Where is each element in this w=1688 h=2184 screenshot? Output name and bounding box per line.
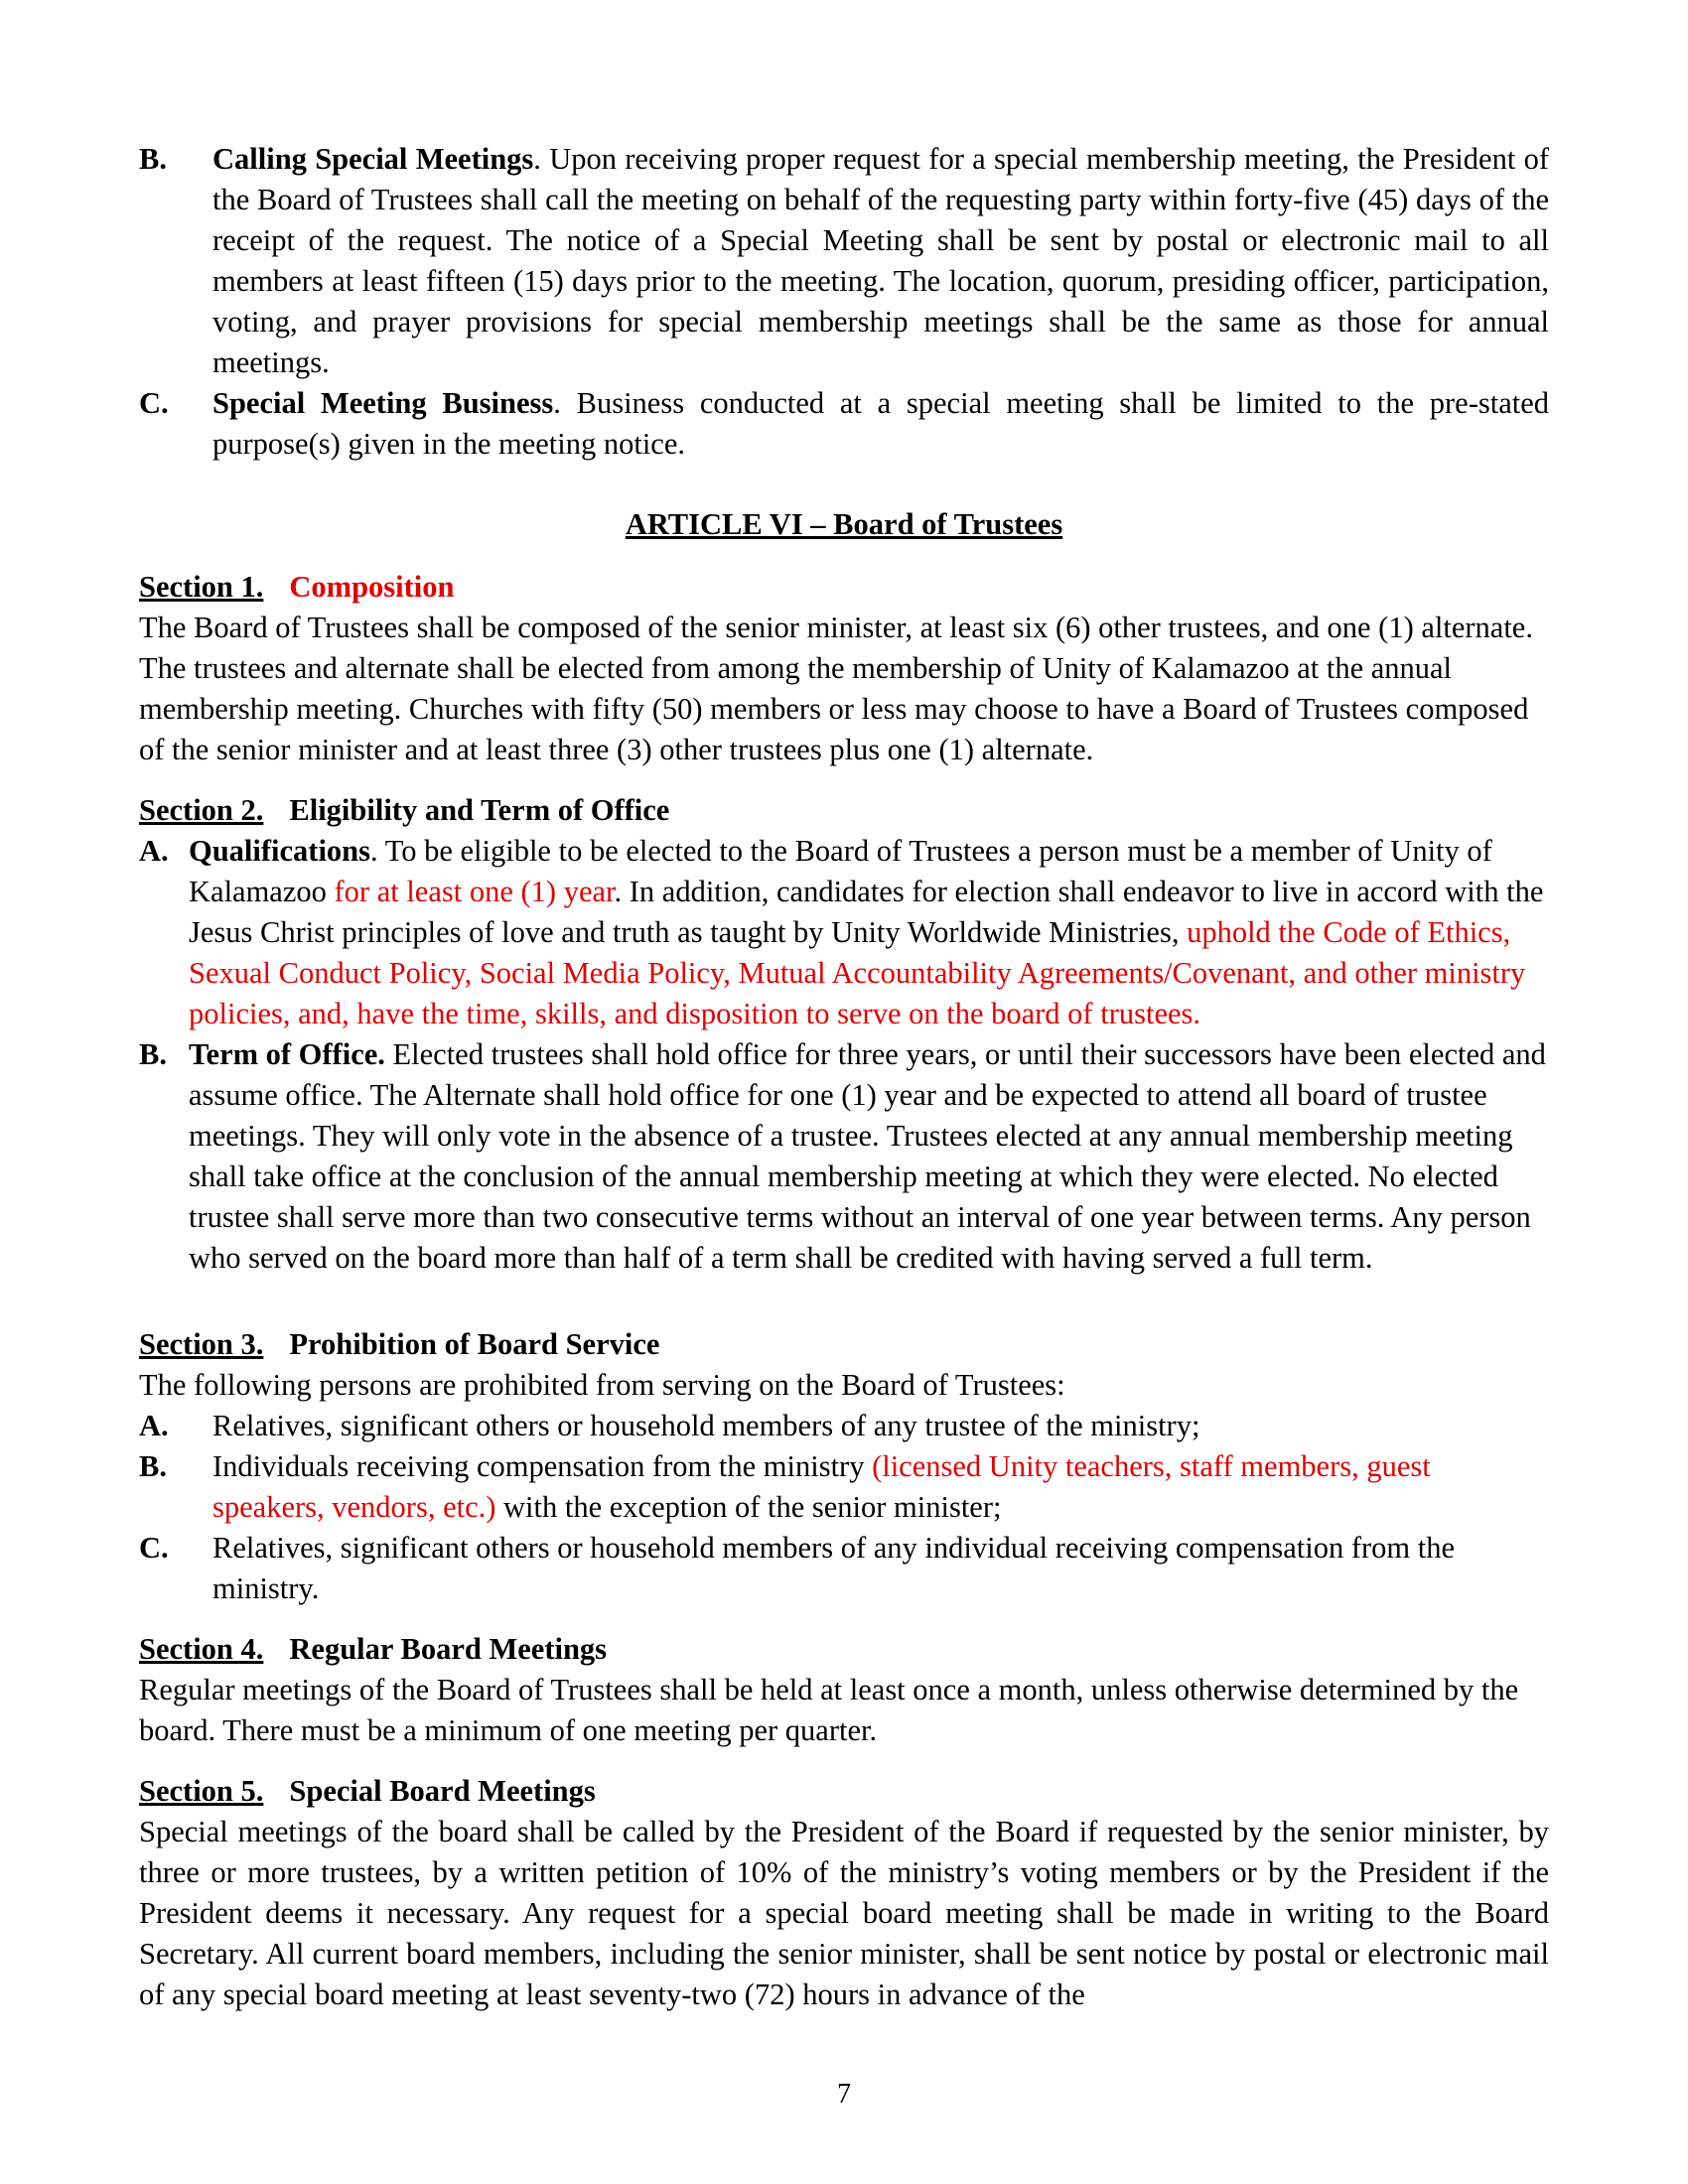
item-label: A.	[139, 1409, 169, 1442]
section-3-item-c	[139, 1528, 1549, 1609]
item-text-red: for at least one (1) year	[334, 875, 615, 908]
section-number: Section 1.	[139, 570, 264, 604]
section-4-heading	[139, 1629, 1549, 1670]
section-title: Special Board Meetings	[289, 1774, 596, 1808]
item-text: Relatives, significant others or household members of any trustee of the ministry;	[212, 1409, 1200, 1442]
section-1-heading	[139, 567, 1549, 608]
item-text: with the exception of the senior minister;	[495, 1490, 1002, 1524]
article5-item-c	[139, 383, 1549, 465]
section-5-heading	[139, 1771, 1549, 1812]
item-title: Term of Office.	[189, 1037, 385, 1071]
section-3-item-a	[139, 1406, 1549, 1446]
item-label: B.	[139, 142, 167, 176]
section-title: Eligibility and Term of Office	[289, 793, 670, 827]
section-1-body: The Board of Trustees shall be composed of the senior minister, at least six (6) other trustees, and one (1) alternate. The trustees and alternate shall be elected from among the membership of Unity of Kalamazoo at the annual membership meeting. Churches with fifty (50) members or less may choose to have a Board of Trustees composed of the senior minister and at least three (3) other trustees plus one (1) alternate.	[139, 611, 1533, 766]
section-3-item-b	[139, 1446, 1549, 1528]
item-label: C.	[139, 1531, 169, 1565]
section-title: Composition	[289, 570, 455, 604]
item-label: B.	[139, 1037, 167, 1071]
section-5-body: Special meetings of the board shall be called by the President of the Board if requested by the senior minister, by three or more trustees, by a written petition of 10% of the ministry’s voting members or by the President if the President deems it necessary. Any request for a special board meeting shall be made in writing to the Board Secretary. All current board members, including the senior minister, shall be sent notice by postal or electronic mail of any special board meeting at least seventy-two (72) hours in advance of the	[139, 1815, 1549, 2011]
item-text: . Upon receiving proper request for a special membership meeting, the President of the Board of Trustees shall call the meeting on behalf of the requesting party within forty-five (45) days of the receipt of the request. The notice of a Special Meeting shall be sent by postal or electronic mail to all members at least fifteen (15) days prior to the meeting. The location, quorum, presiding officer, participation, voting, and prayer provisions for special membership meetings shall be the same as those for annual meetings.	[212, 142, 1549, 379]
section-3-intro: The following persons are prohibited from serving on the Board of Trustees:	[139, 1368, 1065, 1402]
item-title: Special Meeting Business	[212, 386, 554, 420]
item-text: . In addition, candidates for election shall endeavor to live in accord with the Jesus Christ principles of love and truth as taught by Unity Worldwide Ministries,	[189, 875, 1544, 949]
document-page	[139, 139, 1549, 2015]
section-3-heading	[139, 1324, 1549, 1365]
item-title: Qualifications	[189, 834, 371, 868]
article-title: ARTICLE VI – Board of Trustees	[625, 507, 1063, 541]
item-text-red: (licensed Unity teachers, staff members, guest speakers, vendors, etc.)	[212, 1449, 1431, 1524]
item-text: Individuals receiving compensation from the ministry	[212, 1449, 873, 1483]
section-number: Section 2.	[139, 793, 264, 827]
section-title: Regular Board Meetings	[289, 1632, 608, 1666]
section-title: Prohibition of Board Service	[289, 1327, 660, 1361]
item-text: . To be eligible to be elected to the Board of Trustees a person must be a member of Unity of Kalamazoo	[189, 834, 1492, 908]
article5-item-b	[139, 139, 1549, 383]
item-label: B.	[139, 1449, 167, 1483]
section-2-item-b	[139, 1034, 1549, 1279]
item-title: Calling Special Meetings	[212, 142, 534, 176]
section-4-body: Regular meetings of the Board of Trustees shall be held at least once a month, unless otherwise determined by the board. There must be a minimum of one meeting per quarter.	[139, 1673, 1519, 1747]
item-label: C.	[139, 386, 169, 420]
item-text: Elected trustees shall hold office for three years, or until their successors have been elected and assume office. The Alternate shall hold office for one (1) year and be expected to attend all board of trustee meetings. They will only vote in the absence of a trustee. Trustees elected at any annual membership meeting shall take office at the conclusion of the annual membership meeting at which they were elected. No elected trustee shall serve more than two consecutive terms without an interval of one year between terms. Any person who served on the board more than half of a term shall be credited with having served a full term.	[189, 1037, 1546, 1275]
item-text-red: uphold the Code of Ethics, Sexual Conduct Policy, Social Media Policy, Mutual Accountability Agreements/Covenant, and other ministry policies, and, have the time, skills, and disposition to serve on the board of trustees.	[189, 915, 1526, 1030]
item-label: A.	[139, 834, 169, 868]
section-2-heading	[139, 790, 1549, 831]
item-text: . Business conducted at a special meeting shall be limited to the pre-stated purpose(s) given in the meeting notice.	[212, 386, 1549, 461]
section-number: Section 3.	[139, 1327, 264, 1361]
section-2-item-a	[139, 831, 1549, 1034]
section-number: Section 4.	[139, 1632, 264, 1666]
item-text: Relatives, significant others or household members of any individual receiving compensation from the ministry.	[212, 1531, 1456, 1605]
page-number: 7	[837, 2079, 851, 2110]
section-number: Section 5.	[139, 1774, 264, 1808]
